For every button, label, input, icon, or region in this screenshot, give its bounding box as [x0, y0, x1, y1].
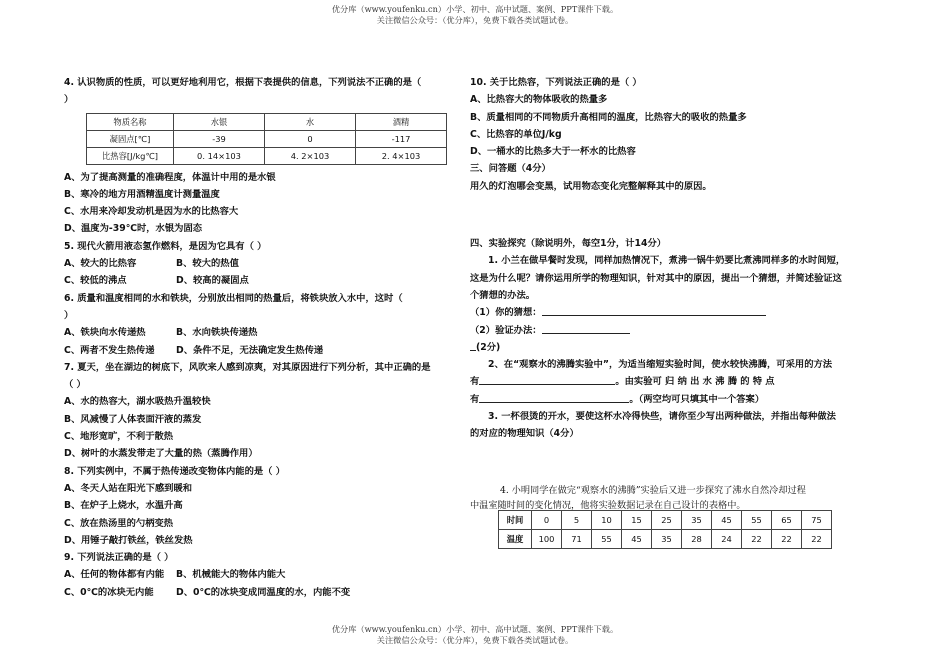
table-cell: 2. 4×103: [356, 147, 447, 164]
table-cell: 28: [682, 529, 712, 548]
table-cell: 物质名称: [87, 113, 174, 130]
table-cell: 24: [712, 529, 742, 548]
table-cell: 65: [772, 510, 802, 529]
points-label: (2分): [476, 341, 501, 353]
table-cell: 55: [742, 510, 772, 529]
experiment-q1-line-3: 个猜想的办法。: [470, 289, 536, 301]
table-cell: 4. 2×103: [265, 147, 356, 164]
q7-stem: 7. 夏天，坐在湖边的树底下，风吹来人感到凉爽，对其原因进行下列分析，其中正确的是: [64, 361, 431, 373]
header-line-2: 关注微信公众号：（优分库），免费下载各类试题试卷。: [376, 15, 574, 25]
page-footer: [0, 624, 950, 646]
table-cell: 22: [772, 529, 802, 548]
q9-options-row-1: [64, 566, 449, 583]
q5-option-d: D、较高的凝固点: [176, 275, 249, 287]
q5-option-c: C、较低的沸点: [64, 275, 127, 287]
row-label-temp: 温度: [499, 529, 532, 548]
table-row: [499, 529, 832, 548]
q5-options-row-1: [64, 255, 449, 272]
experiment-q1-line-1: 1. 小兰在做早餐时发现，同样加热情况下，煮沸一锅牛奶要比煮沸同样多的水时间短，: [488, 255, 846, 267]
table-cell: 5: [562, 510, 592, 529]
experiment-q2-line-2: [470, 373, 860, 390]
experiment-q1-line-2: 这是为什么呢？请你运用所学的物理知识，针对其中的原因，提出一个猜想，并简述验证这: [470, 272, 842, 284]
q5-option-a: A、较大的比热容: [64, 258, 137, 270]
q2-suffix: 。由实验可 归 纳 出 水 沸 腾 的 特 点: [615, 376, 775, 388]
q2-suffix-2: 。（两空均可只填其中一个答案）: [629, 393, 765, 405]
q5-option-b: B、较大的热值: [176, 258, 239, 270]
table-cell: 25: [652, 510, 682, 529]
feature-blank[interactable]: [479, 392, 629, 403]
table-cell: 45: [622, 529, 652, 548]
q7-option-a: A、水的热容大，湖水吸热升温较快: [64, 396, 211, 408]
row-label-time: 时间: [499, 510, 532, 529]
q6-stem: 6. 质量和温度相同的水和铁块，分别放出相同的热量后，将铁块放入水中，这时（: [64, 292, 403, 304]
q6-option-b: B、水向铁块传递热: [176, 327, 258, 339]
q4-option-c: C、水用来冷却发动机是因为水的比热容大: [64, 206, 239, 218]
q7-stem-cont: （ ）: [64, 379, 86, 391]
table-cell: 凝固点[℃]: [87, 130, 174, 147]
method-label: （2）验证办法：: [470, 324, 542, 336]
footer-line-1: 优分库（www.youfenku.cn）小学、初中、高中试题、案例、PPT课件下载。: [331, 624, 619, 634]
table-row: [87, 113, 447, 130]
q2-prefix-2: 有: [470, 393, 480, 405]
q2-prefix: 有: [470, 376, 480, 388]
q4-property-table: [86, 113, 447, 165]
table-cell: 22: [742, 529, 772, 548]
table-cell: 100: [532, 529, 562, 548]
q6-options-row-1: [64, 324, 449, 341]
experiment-q3-line-2: 的对应的物理知识（4分）: [470, 428, 579, 440]
table-cell: 酒精: [356, 113, 447, 130]
q5-stem: 5. 现代火箭用液态氢作燃料，是因为它具有（ ）: [64, 240, 267, 252]
table-row: [87, 130, 447, 147]
section-3-title: 三、问答题（4分）: [470, 163, 551, 175]
q6-option-a: A、铁块向水传递热: [64, 327, 146, 339]
table-cell: 水: [265, 113, 356, 130]
table-cell: 45: [712, 510, 742, 529]
q10-option-b: B、质量相同的不同物质升高相同的温度，比热容大的吸收的热量多: [470, 111, 747, 123]
q4-stem-cont: ）: [64, 94, 74, 106]
q10-option-a: A、比热容大的物体吸收的热量多: [470, 94, 608, 106]
q6-option-d: D、条件不足，无法确定发生热传递: [176, 344, 324, 356]
q9-option-c: C、0℃的冰块无内能: [64, 586, 154, 598]
experiment-q1-method: [470, 322, 860, 339]
q9-option-d: D、0℃的冰块变成同温度的水，内能不变: [176, 586, 351, 598]
q8-option-c: C、放在热汤里的勺柄变热: [64, 517, 174, 529]
q10-option-d: D、一桶水的比热多大于一杯水的比热容: [470, 146, 636, 158]
table-cell: 22: [802, 529, 832, 548]
experiment-q3-line-1: 3. 一杯很烫的开水，要使这杯水冷得快些，请你至少写出两种做法，并指出每种做法: [488, 411, 836, 423]
table-cell: 35: [682, 510, 712, 529]
guess-label: （1）你的猜想：: [470, 307, 542, 319]
table-cell: 0: [265, 130, 356, 147]
section-3-question: 用久的灯泡哪会变黑，试用物态变化完整解释其中的原因。: [470, 180, 712, 192]
method-answer-blank[interactable]: [542, 323, 630, 334]
experiment-q2-line-1: 2、在“观察水的沸腾实验中”，为适当缩短实验时间，使水较快沸腾，可采用的方法: [488, 359, 833, 371]
table-cell: 55: [592, 529, 622, 548]
q4-stem: 4. 认识物质的性质，可以更好地利用它，根据下表提供的信息，下列说法不正确的是（: [64, 77, 422, 88]
guess-answer-blank[interactable]: [542, 305, 766, 316]
q6-options-row-2: [64, 342, 449, 359]
table-row: [499, 510, 832, 529]
q8-option-a: A、冬天人站在阳光下感到暖和: [64, 482, 193, 494]
q4-option-d: D、温度为-39℃时，水银为固态: [64, 223, 203, 235]
q8-option-d: D、用锤子敲打铁丝，铁丝发热: [64, 534, 193, 546]
table-row: [87, 147, 447, 164]
q9-options-row-2: [64, 584, 449, 601]
q5-options-row-2: [64, 272, 449, 289]
q7-option-b: B、风减慢了人体表面汗液的蒸发: [64, 413, 202, 425]
q8-stem: 8. 下列实例中，不属于热传递改变物体内能的是（ ）: [64, 465, 286, 477]
experiment-q1-points: [470, 339, 860, 356]
table-cell: 0. 14×103: [174, 147, 265, 164]
method-blank[interactable]: [479, 374, 615, 385]
cooling-data-table: [498, 510, 832, 549]
experiment-q4-text: 4. 小明同学在做完“观察水的沸腾”实验后又进一步探究了沸水自然冷却过程中温室随时间的变化情况，他将实验数据记录在自己设计的表格中。: [470, 484, 806, 511]
q8-option-b: B、在炉子上烧水，水温升高: [64, 500, 183, 512]
table-cell: 比热容[J/kg℃]: [87, 147, 174, 164]
experiment-q1-guess: [470, 304, 860, 321]
table-cell: 0: [532, 510, 562, 529]
q9-stem: 9. 下列说法正确的是（ ）: [64, 552, 174, 564]
right-column: [470, 74, 860, 549]
table-cell: 10: [592, 510, 622, 529]
table-cell: 71: [562, 529, 592, 548]
footer-line-2: 关注微信公众号：（优分库），免费下载各类试题试卷。: [376, 635, 574, 645]
experiment-q2-line-3: [470, 391, 860, 408]
q6-option-c: C、两者不发生热传递: [64, 344, 155, 356]
q4-option-a: A、为了提高测量的准确程度，体温计中用的是水银: [64, 171, 276, 183]
q7-option-c: C、地形宽旷，不利于散热: [64, 431, 174, 443]
q6-stem-cont: ）: [64, 309, 74, 321]
section-4-title: 四、实验探究（除说明外，每空1分，计14分）: [470, 238, 667, 250]
table-cell: 35: [652, 529, 682, 548]
table-cell: 水银: [174, 113, 265, 130]
table-cell: 75: [802, 510, 832, 529]
q9-option-a: A、任何的物体都有内能: [64, 569, 165, 581]
q10-option-c: C、比热容的单位J/kg: [470, 128, 562, 140]
page-header: [0, 4, 950, 26]
left-column: [64, 74, 449, 601]
q4-option-b: B、寒冷的地方用酒精温度计测量温度: [64, 188, 220, 200]
table-cell: -39: [174, 130, 265, 147]
q10-stem: 10. 关于比热容，下列说法正确的是（ ）: [470, 77, 642, 88]
q9-option-b: B、机械能大的物体内能大: [176, 569, 286, 581]
table-cell: 15: [622, 510, 652, 529]
q7-option-d: D、树叶的水蒸发带走了大量的热（蒸腾作用）: [64, 448, 258, 460]
header-line-1: 优分库（www.youfenku.cn）小学、初中、高中试题、案例、PPT课件下载。: [331, 4, 619, 14]
table-cell: -117: [356, 130, 447, 147]
